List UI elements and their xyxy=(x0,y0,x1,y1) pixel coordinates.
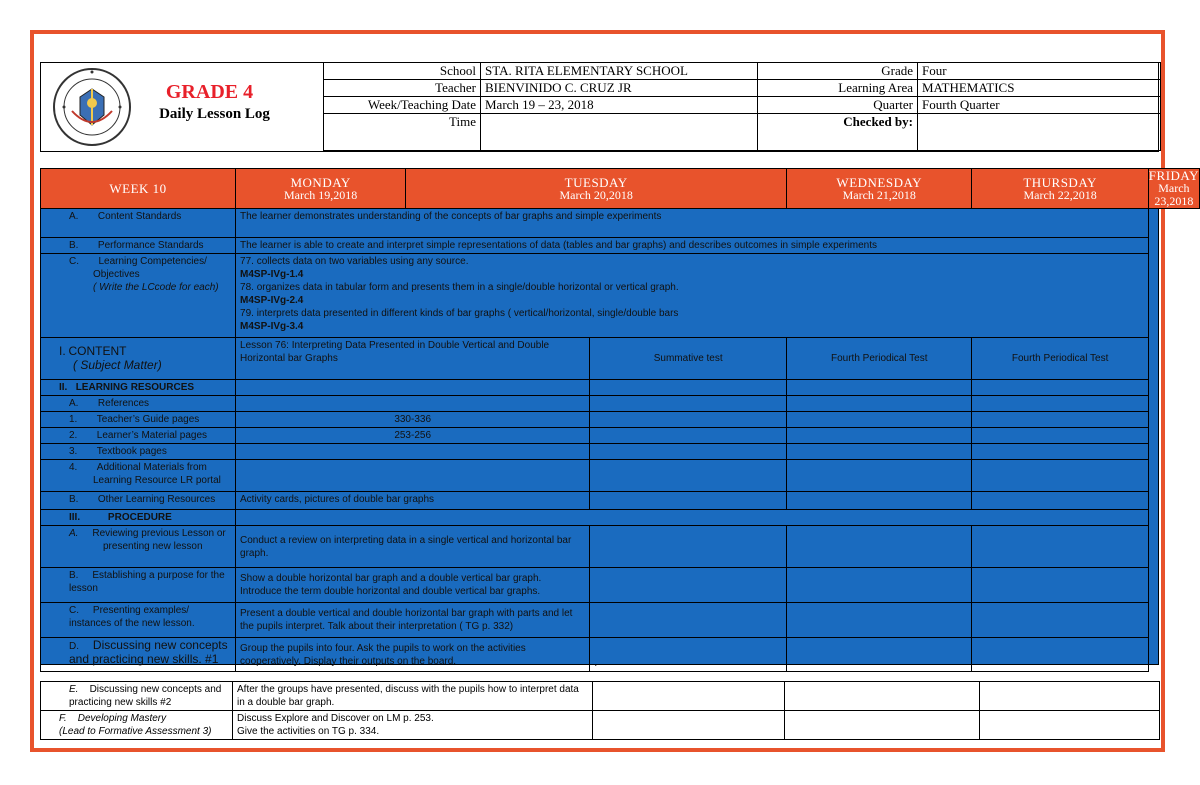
cell xyxy=(972,526,1148,568)
cell xyxy=(980,682,1160,711)
row-number: 4. xyxy=(69,462,78,473)
daily-lesson-log-title: Daily Lesson Log xyxy=(159,106,270,122)
day-name: THURSDAY xyxy=(1023,174,1097,190)
mastery-line-2: Give the activities on TG p. 334. xyxy=(237,726,380,737)
learning-area-label: Learning Area xyxy=(758,80,918,97)
competencies-text xyxy=(236,254,1149,338)
grade-label: Grade xyxy=(758,63,918,80)
row-label: Discussing new concepts and practicing new skills #2 xyxy=(69,684,222,708)
mastery-line-1: Discuss Explore and Discover on LM p. 253. xyxy=(237,713,434,724)
row-label: Presenting examples/ instances of the new lesson. xyxy=(69,605,195,629)
time-value xyxy=(481,114,758,151)
content-thursday: Fourth Periodical Test xyxy=(787,338,972,380)
cell xyxy=(236,444,590,460)
cell xyxy=(593,682,785,711)
day-name: WEDNESDAY xyxy=(836,174,923,190)
purpose-line-1: Show a double horizontal bar graph and a double vertical bar graph. xyxy=(240,573,542,584)
discussing-concepts-1-text: Group the pupils into four. Ask the pupils to work on the activities cooperatively. Display their outputs on the board. xyxy=(236,638,590,672)
learning-area-value: MATHEMATICS xyxy=(918,80,1161,97)
content-friday: Fourth Periodical Test xyxy=(972,338,1148,380)
cell xyxy=(236,380,590,396)
performance-standards-text: The learner is able to create and interpret simple representations of data (tables and bar graphs) and describes outcomes in simple experiments xyxy=(236,238,1149,254)
competency-code-3: M4SP-IVg-3.4 xyxy=(240,321,304,332)
cell xyxy=(787,428,972,444)
row-number: D. xyxy=(69,641,79,652)
cell xyxy=(785,682,980,711)
day-date: March 22,2018 xyxy=(1023,187,1097,202)
content-standards-label xyxy=(41,209,236,238)
row-label: Additional Materials from xyxy=(96,462,207,473)
developing-mastery-label xyxy=(41,711,233,740)
day-name: MONDAY xyxy=(290,174,351,190)
competency-3: 79. interprets data presented in different kinds of bar graphs ( vertical/horizontal, single/double bars xyxy=(240,308,679,319)
row-label: Discussing new concepts and practicing new skills. #1 xyxy=(69,638,228,666)
row-number: B. xyxy=(69,570,79,581)
cell xyxy=(590,568,787,603)
other-resources-label xyxy=(41,492,236,510)
row-number: I. xyxy=(59,343,66,358)
cell xyxy=(590,492,787,510)
cell xyxy=(787,380,972,396)
quarter-value: Fourth Quarter xyxy=(918,97,1161,114)
checked-by-label: Checked by: xyxy=(758,114,918,151)
cell xyxy=(787,412,972,428)
row-number: B. xyxy=(69,240,79,251)
discussing-concepts-1-label xyxy=(41,638,236,672)
row-label: Textbook pages xyxy=(96,446,167,457)
day-header-monday xyxy=(236,169,406,209)
cell xyxy=(972,492,1148,510)
content-mon-tue: Lesson 76: Interpreting Data Presented in Double Vertical and Double Horizontal bar Graphs xyxy=(236,338,590,380)
row-label: Teacher’s Guide pages xyxy=(96,414,200,425)
other-resources-text: Activity cards, pictures of double bar graphs xyxy=(236,492,590,510)
cell xyxy=(972,460,1148,492)
row-number: II. xyxy=(59,382,68,393)
day-name: FRIDAY xyxy=(1148,168,1199,183)
cell xyxy=(590,603,787,638)
row-label: Other Learning Resources xyxy=(97,494,216,505)
week-label: WEEK 10 xyxy=(41,169,236,209)
grade-value: Four xyxy=(918,63,1161,80)
cell xyxy=(593,711,785,740)
row-label-2: Objectives xyxy=(93,269,140,280)
cell xyxy=(590,428,787,444)
school-value: STA. RITA ELEMENTARY SCHOOL xyxy=(481,63,758,80)
references-label xyxy=(41,396,236,412)
cell xyxy=(590,380,787,396)
row-label: References xyxy=(97,398,150,409)
cell xyxy=(787,568,972,603)
row-number: A. xyxy=(69,211,79,222)
lesson-grid-continued xyxy=(40,681,1160,740)
developing-mastery-text xyxy=(233,711,593,740)
cell xyxy=(787,603,972,638)
week-date-value: March 19 – 23, 2018 xyxy=(481,97,758,114)
content-wednesday: Summative test xyxy=(590,338,787,380)
competency-2: 78. organizes data in tabular form and presents them in a single/double horizontal or vertical graph. xyxy=(240,282,679,293)
cell xyxy=(787,444,972,460)
cell xyxy=(590,460,787,492)
row-label: LEARNING RESOURCES xyxy=(75,382,195,393)
row-number: C. xyxy=(69,605,79,616)
day-header-thursday xyxy=(972,169,1148,209)
cell xyxy=(787,638,972,672)
row-label-2: (Lead to Formative Assessment 3) xyxy=(59,726,212,737)
learners-material-pages: 253-256 xyxy=(236,428,590,444)
row-label: Learner’s Material pages xyxy=(96,430,208,441)
lesson-grid xyxy=(40,168,1200,672)
deped-seal-icon xyxy=(52,67,132,147)
cell xyxy=(972,568,1148,603)
row-label: Reviewing previous Lesson or xyxy=(92,528,226,539)
time-label: Time xyxy=(324,114,481,151)
row-number: C. xyxy=(69,256,79,267)
row-label: Content Standards xyxy=(97,211,182,222)
info-table xyxy=(323,62,1161,151)
cell xyxy=(972,603,1148,638)
cell xyxy=(590,444,787,460)
checked-by-value xyxy=(918,114,1161,151)
row-label: PROCEDURE xyxy=(107,512,172,523)
day-date: March 21,2018 xyxy=(842,187,916,202)
discussing-concepts-2-label xyxy=(41,682,233,711)
teacher-value: BIENVINIDO C. CRUZ JR xyxy=(481,80,758,97)
teachers-guide-label xyxy=(41,412,236,428)
cell xyxy=(236,396,590,412)
row-number: F. xyxy=(59,713,67,724)
additional-materials-label xyxy=(41,460,236,492)
row-number: III. xyxy=(69,512,81,523)
cell xyxy=(972,428,1148,444)
purpose-label xyxy=(41,568,236,603)
cell xyxy=(785,711,980,740)
reviewing-lesson-label xyxy=(41,526,236,568)
reviewing-lesson-text: Conduct a review on interpreting data in a single vertical and horizontal bar graph. xyxy=(236,526,590,568)
row-label: CONTENT xyxy=(68,343,127,358)
cell xyxy=(590,396,787,412)
cell xyxy=(787,526,972,568)
row-number: B. xyxy=(69,494,79,505)
cell xyxy=(787,460,972,492)
purpose-line-2: Introduce the term double horizontal and double vertical bar graphs. xyxy=(240,586,541,597)
cell xyxy=(980,711,1160,740)
row-number: E. xyxy=(69,684,79,695)
cell xyxy=(972,380,1148,396)
row-number: 3. xyxy=(69,446,78,457)
school-label: School xyxy=(324,63,481,80)
row-label-2: presenting new lesson xyxy=(103,541,203,552)
cell xyxy=(787,492,972,510)
competency-1: 77. collects data on two variables using any source. xyxy=(240,256,469,267)
learners-material-label xyxy=(41,428,236,444)
day-header-tuesday xyxy=(406,169,787,209)
row-number: A. xyxy=(69,528,79,539)
textbook-label xyxy=(41,444,236,460)
cell xyxy=(972,412,1148,428)
discussing-concepts-2-text: After the groups have presented, discuss with the pupils how to interpret data in a double bar graph. xyxy=(233,682,593,711)
competencies-label xyxy=(41,254,236,338)
cell xyxy=(972,638,1148,672)
content-standards-text: The learner demonstrates understanding of the concepts of bar graphs and simple experiments xyxy=(236,209,1149,238)
day-name: TUESDAY xyxy=(564,174,628,190)
learning-resources-label xyxy=(41,380,236,396)
row-number: A. xyxy=(69,398,79,409)
quarter-label: Quarter xyxy=(758,97,918,114)
competency-code-1: M4SP-IVg-1.4 xyxy=(240,269,304,280)
cell xyxy=(972,396,1148,412)
day-date: March 20,2018 xyxy=(559,187,633,202)
row-number: 2. xyxy=(69,430,78,441)
row-label-2: Learning Resource LR portal xyxy=(93,475,221,486)
content-label xyxy=(41,338,236,380)
examples-text: Present a double vertical and double horizontal bar graph with parts and let the pupils interpret. Talk about their interpretation ( TG p. 332) xyxy=(236,603,590,638)
competency-code-2: M4SP-IVg-2.4 xyxy=(240,295,304,306)
day-header-wednesday xyxy=(787,169,972,209)
row-sublabel: ( Subject Matter) xyxy=(73,357,162,372)
day-header-friday xyxy=(1148,169,1199,209)
cell xyxy=(236,460,590,492)
cell xyxy=(590,526,787,568)
week-date-label: Week/Teaching Date xyxy=(324,97,481,114)
cell xyxy=(590,412,787,428)
row-number: 1. xyxy=(69,414,78,425)
row-label: Establishing a purpose for the lesson xyxy=(69,570,225,594)
teacher-label: Teacher xyxy=(324,80,481,97)
row-label: Developing Mastery xyxy=(77,713,167,724)
cell-mark: . xyxy=(590,638,787,672)
row-label: Performance Standards xyxy=(97,240,204,251)
cell xyxy=(236,510,1149,526)
day-date: March 23,2018 xyxy=(1154,181,1194,208)
procedure-label xyxy=(41,510,236,526)
row-label: Learning Competencies/ xyxy=(98,256,207,267)
examples-label xyxy=(41,603,236,638)
teachers-guide-pages: 330-336 xyxy=(236,412,590,428)
row-label-3: ( Write the LCcode for each) xyxy=(93,282,219,293)
grade-title: GRADE 4 xyxy=(165,81,254,103)
cell xyxy=(787,396,972,412)
purpose-text xyxy=(236,568,590,603)
cell xyxy=(972,444,1148,460)
performance-standards-label xyxy=(41,238,236,254)
day-date: March 19,2018 xyxy=(283,187,358,202)
